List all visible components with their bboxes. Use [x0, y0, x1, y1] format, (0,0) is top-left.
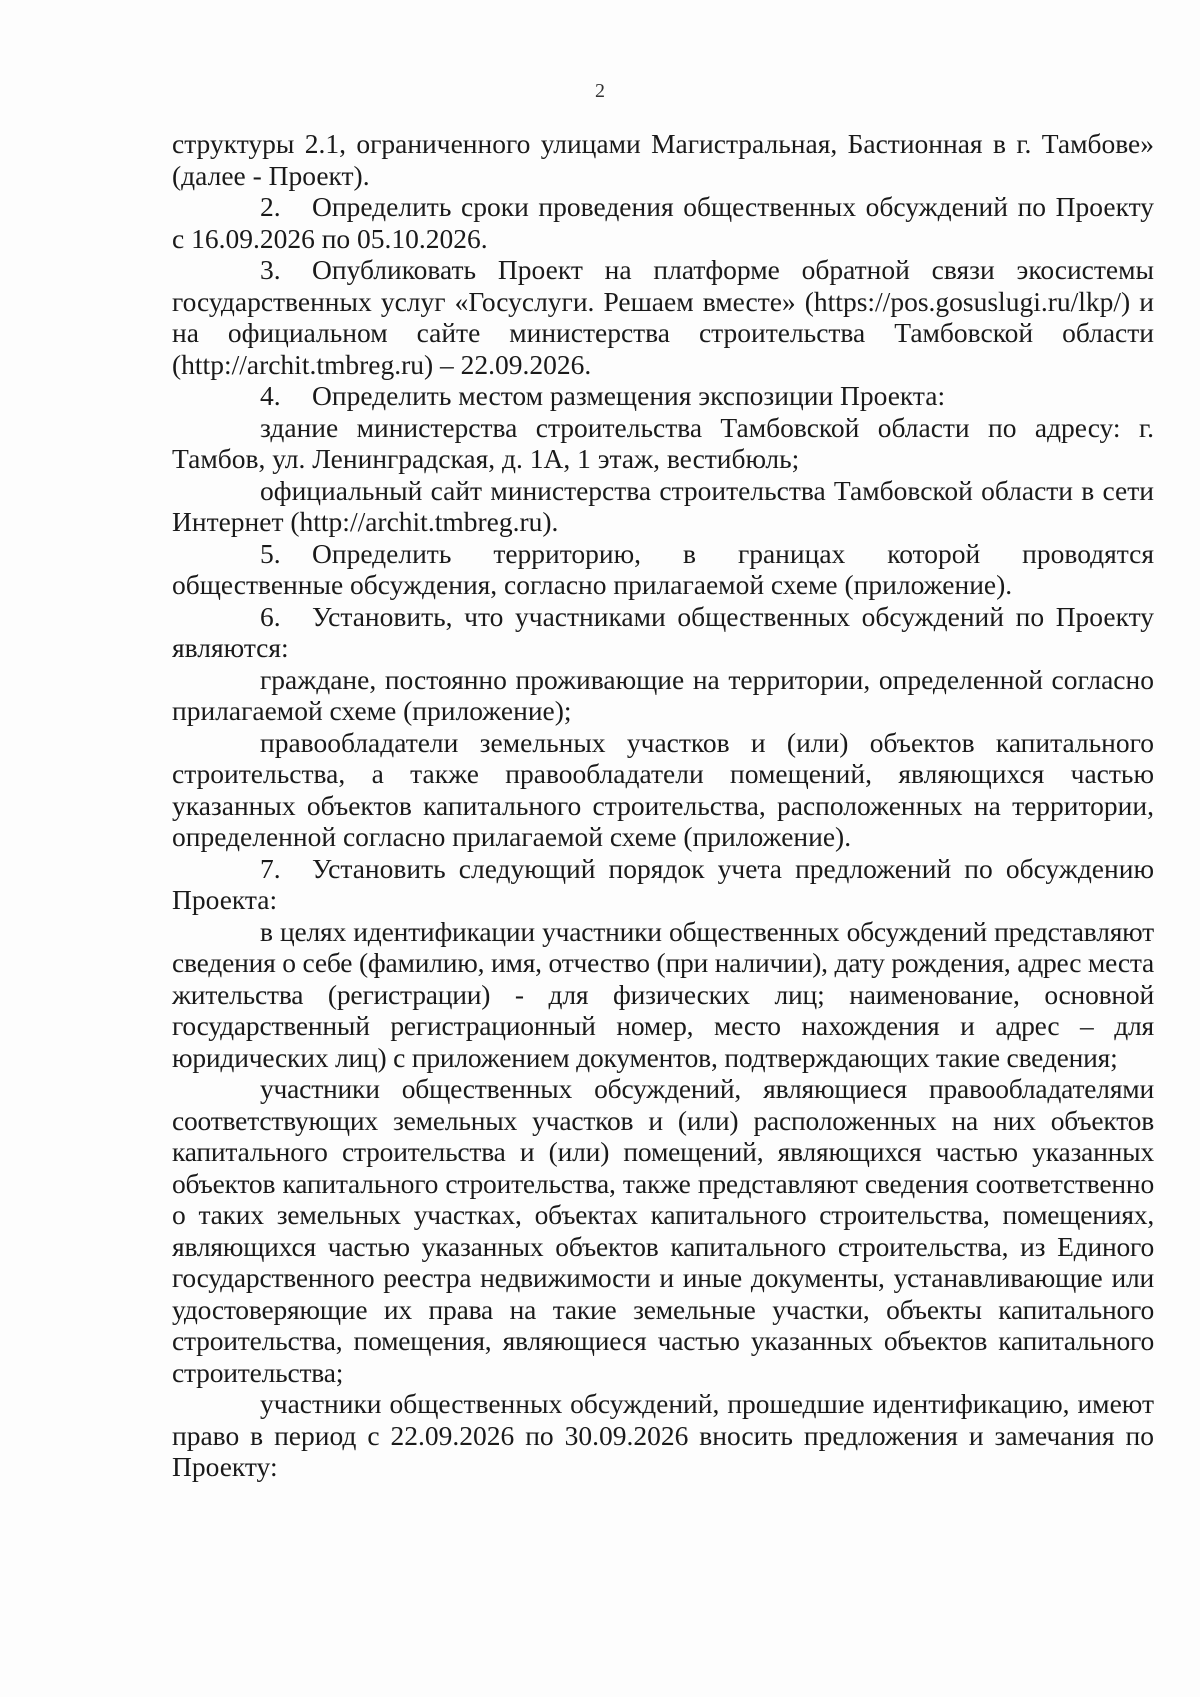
item-text: Установить, что участниками общественных обсуждений по Проекту являются:	[172, 600, 1154, 663]
paragraph-owners-documents: участники общественных обсуждений, являющиеся правообладателями соответствующих земельных участков и (или) расположенных на них объектов капитального строительства и (или) помещений, являющихся частью указанных объектов капитального строительства, также представляют сведения соответственно о таких земельных участках, объектах капитального строительства, помещениях, являющихся частью указанных объектов капитального строительства, из Единого государственного реестра недвижимости и иные документы, устанавливающие или удостоверяющие их права на такие земельные участки, объекты капитального строительства, помещения, являющиеся частью указанных объектов капитального строительства;	[172, 1073, 1154, 1388]
paragraph-item-2	[172, 191, 1154, 254]
item-number: 7.	[260, 852, 281, 884]
paragraph-item-6	[172, 601, 1154, 664]
paragraph-participants-owners: правообладатели земельных участков и (или) объектов капитального строительства, а также правообладатели помещений, являющихся частью указанных объектов капитального строительства, расположенных на территории, определенной согласно прилагаемой схеме (приложение).	[172, 726, 1154, 852]
paragraph-proposals-period: участники общественных обсуждений, прошедшие идентификацию, имеют право в период с 22.09.2026 по 30.09.2026 вносить предложения и замечания по Проекту:	[172, 1388, 1154, 1482]
page-number: 2	[595, 80, 605, 102]
paragraph-identification: в целях идентификации участники общественных обсуждений представляют сведения о себе (фамилию, имя, отчество (при наличии), дату рождения, адрес места жительства (регистрации) - для физических лиц; наименование, основной государственный регистрационный номер, место нахождения и адрес – для юридических лиц) с приложением документов, подтверждающих такие сведения;	[172, 915, 1154, 1073]
paragraph-item-5	[172, 538, 1154, 601]
paragraph-item-3	[172, 254, 1154, 380]
item-number: 6.	[260, 600, 281, 632]
paragraph-exposition-building: здание министерства строительства Тамбовской области по адресу: г. Тамбов, ул. Ленинградская, д. 1А, 1 этаж, вестибюль;	[172, 411, 1154, 474]
item-number: 5.	[260, 537, 281, 569]
paragraph-intro: структуры 2.1, ограниченного улицами Магистральная, Бастионная в г. Тамбове» (далее - Проект).	[172, 128, 1154, 191]
item-text: Определить территорию, в границах которой проводятся общественные обсуждения, согласно прилагаемой схеме (приложение).	[172, 537, 1154, 600]
paragraph-item-7	[172, 853, 1154, 916]
item-text: Определить местом размещения экспозиции Проекта:	[312, 380, 946, 411]
item-number: 4.	[260, 380, 281, 411]
item-number: 2.	[260, 191, 281, 222]
item-text: Опубликовать Проект на платформе обратной связи экосистемы государственных услуг «Госуслуги. Решаем вместе» (https://pos.gosuslugi.ru/lkp/) и на официальном сайте министерства строительства Тамбовской области (http://archit.tmbreg.ru) – 22.09.2026.	[172, 254, 1154, 380]
paragraph-participants-citizens: граждане, постоянно проживающие на территории, определенной согласно прилагаемой схеме (приложение);	[172, 663, 1154, 726]
item-text: Определить сроки проведения общественных обсуждений по Проекту с 16.09.2026 по 05.10.2026.	[172, 191, 1154, 254]
document-body	[172, 128, 1154, 1483]
item-text: Установить следующий порядок учета предложений по обсуждению Проекта:	[172, 852, 1154, 915]
paragraph-exposition-website: официальный сайт министерства строительства Тамбовской области в сети Интернет (http://archit.tmbreg.ru).	[172, 474, 1154, 537]
item-number: 3.	[260, 254, 281, 285]
paragraph-item-4	[172, 380, 1154, 412]
